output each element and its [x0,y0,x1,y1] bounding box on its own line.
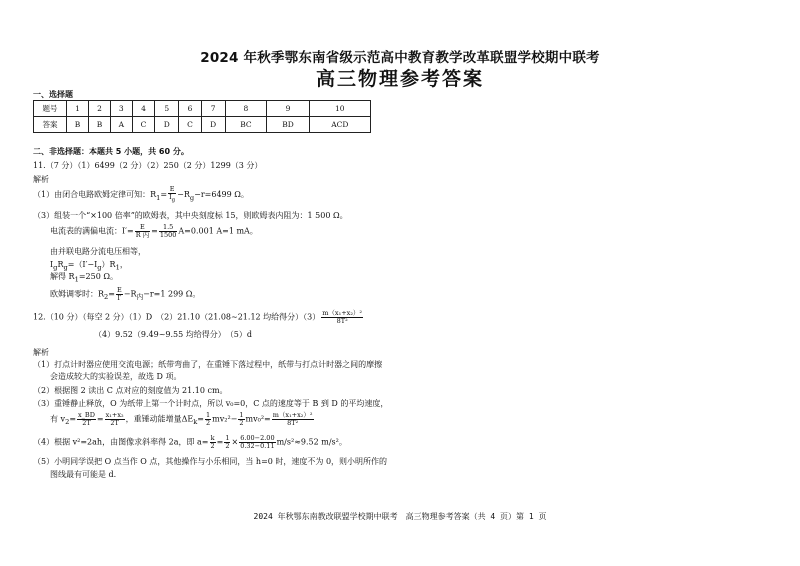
subscript: 内 [136,293,144,302]
text: =250 Ω。 [78,272,118,281]
q12-step3a: （3）重锤静止释放，O 为纸带上第一个计时点，所以 v₀=0，C 点的速度等于 B 到 D 的平均速度， [33,399,389,408]
text: = [151,226,158,236]
q12-explanation-label: 解析 [33,348,49,357]
fraction [116,287,123,302]
text: ）R [101,260,116,269]
table-cell: 1 [67,101,89,117]
fraction [168,186,176,204]
table-cell: 6 [179,101,202,117]
denominator: 2 [210,442,215,450]
q11-part1 [33,186,249,204]
text: = [216,437,224,447]
table-cell: A [110,117,132,133]
table-cell: B [67,117,89,133]
q12-step1b: 会造成较大的实验误差，故选 D 项。 [50,372,182,381]
table-cell: C [179,117,202,133]
table-cell: BC [225,117,267,133]
denominator: 0.32−0.11 [240,442,275,450]
q12-step2: （2）根据图 2 读出 C 点对应的刻度值为 21.10 cm。 [33,386,228,395]
text: 解得 R [50,272,75,281]
text: 欧姆调零时：R [50,289,105,299]
text: = [197,414,204,424]
fraction [224,435,230,450]
numerator: 1.5 [159,224,178,232]
page-footer: 2024 年秋鄂东南教改联盟学校期中联考 高三物理参考答案（共 4 页）第 1 页 [253,512,547,521]
row-label-number: 题号 [34,101,67,117]
table-cell: 2 [88,101,110,117]
text: 电流表的满偏电流：I′= [50,226,134,236]
text: ， [119,260,128,269]
text: I [50,260,54,269]
fraction [238,412,244,427]
text: （1）由闭合电路欧姆定律可知：R [33,190,157,200]
numerator: x₁+x₂ [105,411,124,419]
table-cell: D [155,117,179,133]
numerator: x_BD [78,411,95,419]
text: mv₂²− [212,414,238,424]
table-cell: BD [267,117,309,133]
table-cell: C [132,117,155,133]
q11-part3-current [50,224,258,239]
fraction [135,224,150,239]
denominator: 8T² [336,317,348,325]
table-cell: 7 [201,101,225,117]
fraction [321,310,363,325]
q12-answer-line-2: （4）9.52（9.49~9.55 均给得分） （5）d [94,330,252,339]
denominator: R 内 [135,231,150,239]
fraction [105,412,125,427]
text: = [69,414,77,424]
table-cell: D [201,117,225,133]
subscript: g [171,197,176,204]
answer-table [33,100,371,133]
text: 有 v [50,414,66,424]
q12-step5a: （5）小明同学误把 O 点当作 O 点，其他操作与小乐相同，当 h=0 时，速度不为 0，则小明所作的 [33,457,388,466]
numerator: 1 [239,411,244,419]
table-cell: 5 [155,101,179,117]
text: mv₀²= [245,414,271,424]
exam-subtitle: 高三物理参考答案 [315,68,484,90]
denominator: I′ [117,294,122,302]
subscript: g [97,263,102,272]
table-cell: B [88,117,110,133]
numerator: m（x₁+x₂）² [272,411,313,419]
section-2-heading: 二、非选择题：本题共 5 小题，共 60 分。 [33,147,189,156]
table-cell: 10 [309,101,370,117]
text: −R [177,190,190,200]
row-label-answer: 答案 [34,117,67,133]
numerator: 6.00−2.00 [240,434,275,442]
q11-part3-equation [50,259,128,272]
text: （4）根据 v²=2ah，由图像求斜率得 2a，即 a= [33,437,209,447]
q11-part3-zero-adjust [50,287,200,302]
text: −r=6499 Ω。 [194,190,249,200]
fraction [77,412,96,427]
numerator: E [135,224,150,232]
numerator: E [169,185,175,193]
q11-part3-solution [50,271,118,284]
exam-title: 2024 年秋季鄂东南省级示范高中教育教学改革联盟学校期中联考 [200,50,600,66]
subscript: k [193,418,198,427]
q12-answer-line-1 [33,310,364,325]
denominator: 2 [225,442,230,450]
text: −R [123,289,137,299]
q11-explanation-label: 解析 [33,175,49,184]
numerator: k [210,434,215,442]
table-row-answers [34,117,371,133]
numerator: 1 [206,411,211,419]
subscript: g [53,263,58,272]
text: ，重锤动能增量ΔE [125,414,194,424]
subscript: g [189,193,195,202]
subscript: 2 [104,293,109,302]
subscript: 1 [74,275,79,284]
table-cell: 3 [110,101,132,117]
denominator: 1500 [159,231,177,239]
numerator: E [116,286,122,294]
text: I [169,193,172,201]
subscript: 1 [115,263,120,272]
text: × [231,437,239,447]
table-cell: 9 [267,101,309,117]
table-cell: 8 [225,101,267,117]
subscript: 2 [65,418,70,427]
numerator: 1 [225,434,230,442]
q12-step3b [50,412,315,427]
text: =（I′−I [67,260,98,269]
table-cell: 4 [132,101,155,117]
numerator: m（x₁+x₂）² [322,309,363,317]
table-row-question-numbers [34,101,371,117]
q11-part3-intro: （3）组装一个“×100 倍率”的欧姆表，其中央刻度标 15，则欧姆表内阻为：1 500 Ω。 [33,211,348,220]
text: m/s²≈9.52 m/s²。 [276,437,347,447]
denominator: 2 [206,419,211,427]
q11-part3-parallel: 由并联电路分流电压相等， [50,247,146,256]
table-cell: ACD [309,117,370,133]
section-1-heading: 一、选择题 [33,90,73,99]
text: R [57,260,64,269]
denominator: 2 [239,419,244,427]
text: A=0.001 A=1 mA。 [178,226,258,236]
fraction [272,412,314,427]
text: = [96,414,104,424]
text: 12.（10 分）（每空 2 分）（1）D （2）21.10（21.08~21.12 均给得分）（3） [33,312,321,322]
denominator: 2T [82,419,91,427]
denominator [168,194,176,204]
subscript: 1 [156,193,161,202]
q11-answer-line: 11.（7 分）（1）6499（2 分）（2）250（2 分）1299（3 分） [33,161,263,170]
text: −r=1 299 Ω。 [143,289,201,299]
fraction [239,435,275,450]
fraction [210,435,216,450]
denominator: 8T² [287,419,299,427]
denominator: 2T [110,419,119,427]
fraction [205,412,211,427]
text: = [160,190,168,200]
q12-step4 [33,435,347,450]
subscript: g [63,263,68,272]
fraction [159,224,178,239]
q12-step5b: 图线最有可能是 d. [50,470,117,479]
text: = [108,289,115,299]
q12-step1a: （1）打点计时器应使用交流电源；纸带弯曲了，在重锤下落过程中，纸带与打点计时器之间的摩擦 [33,360,383,369]
